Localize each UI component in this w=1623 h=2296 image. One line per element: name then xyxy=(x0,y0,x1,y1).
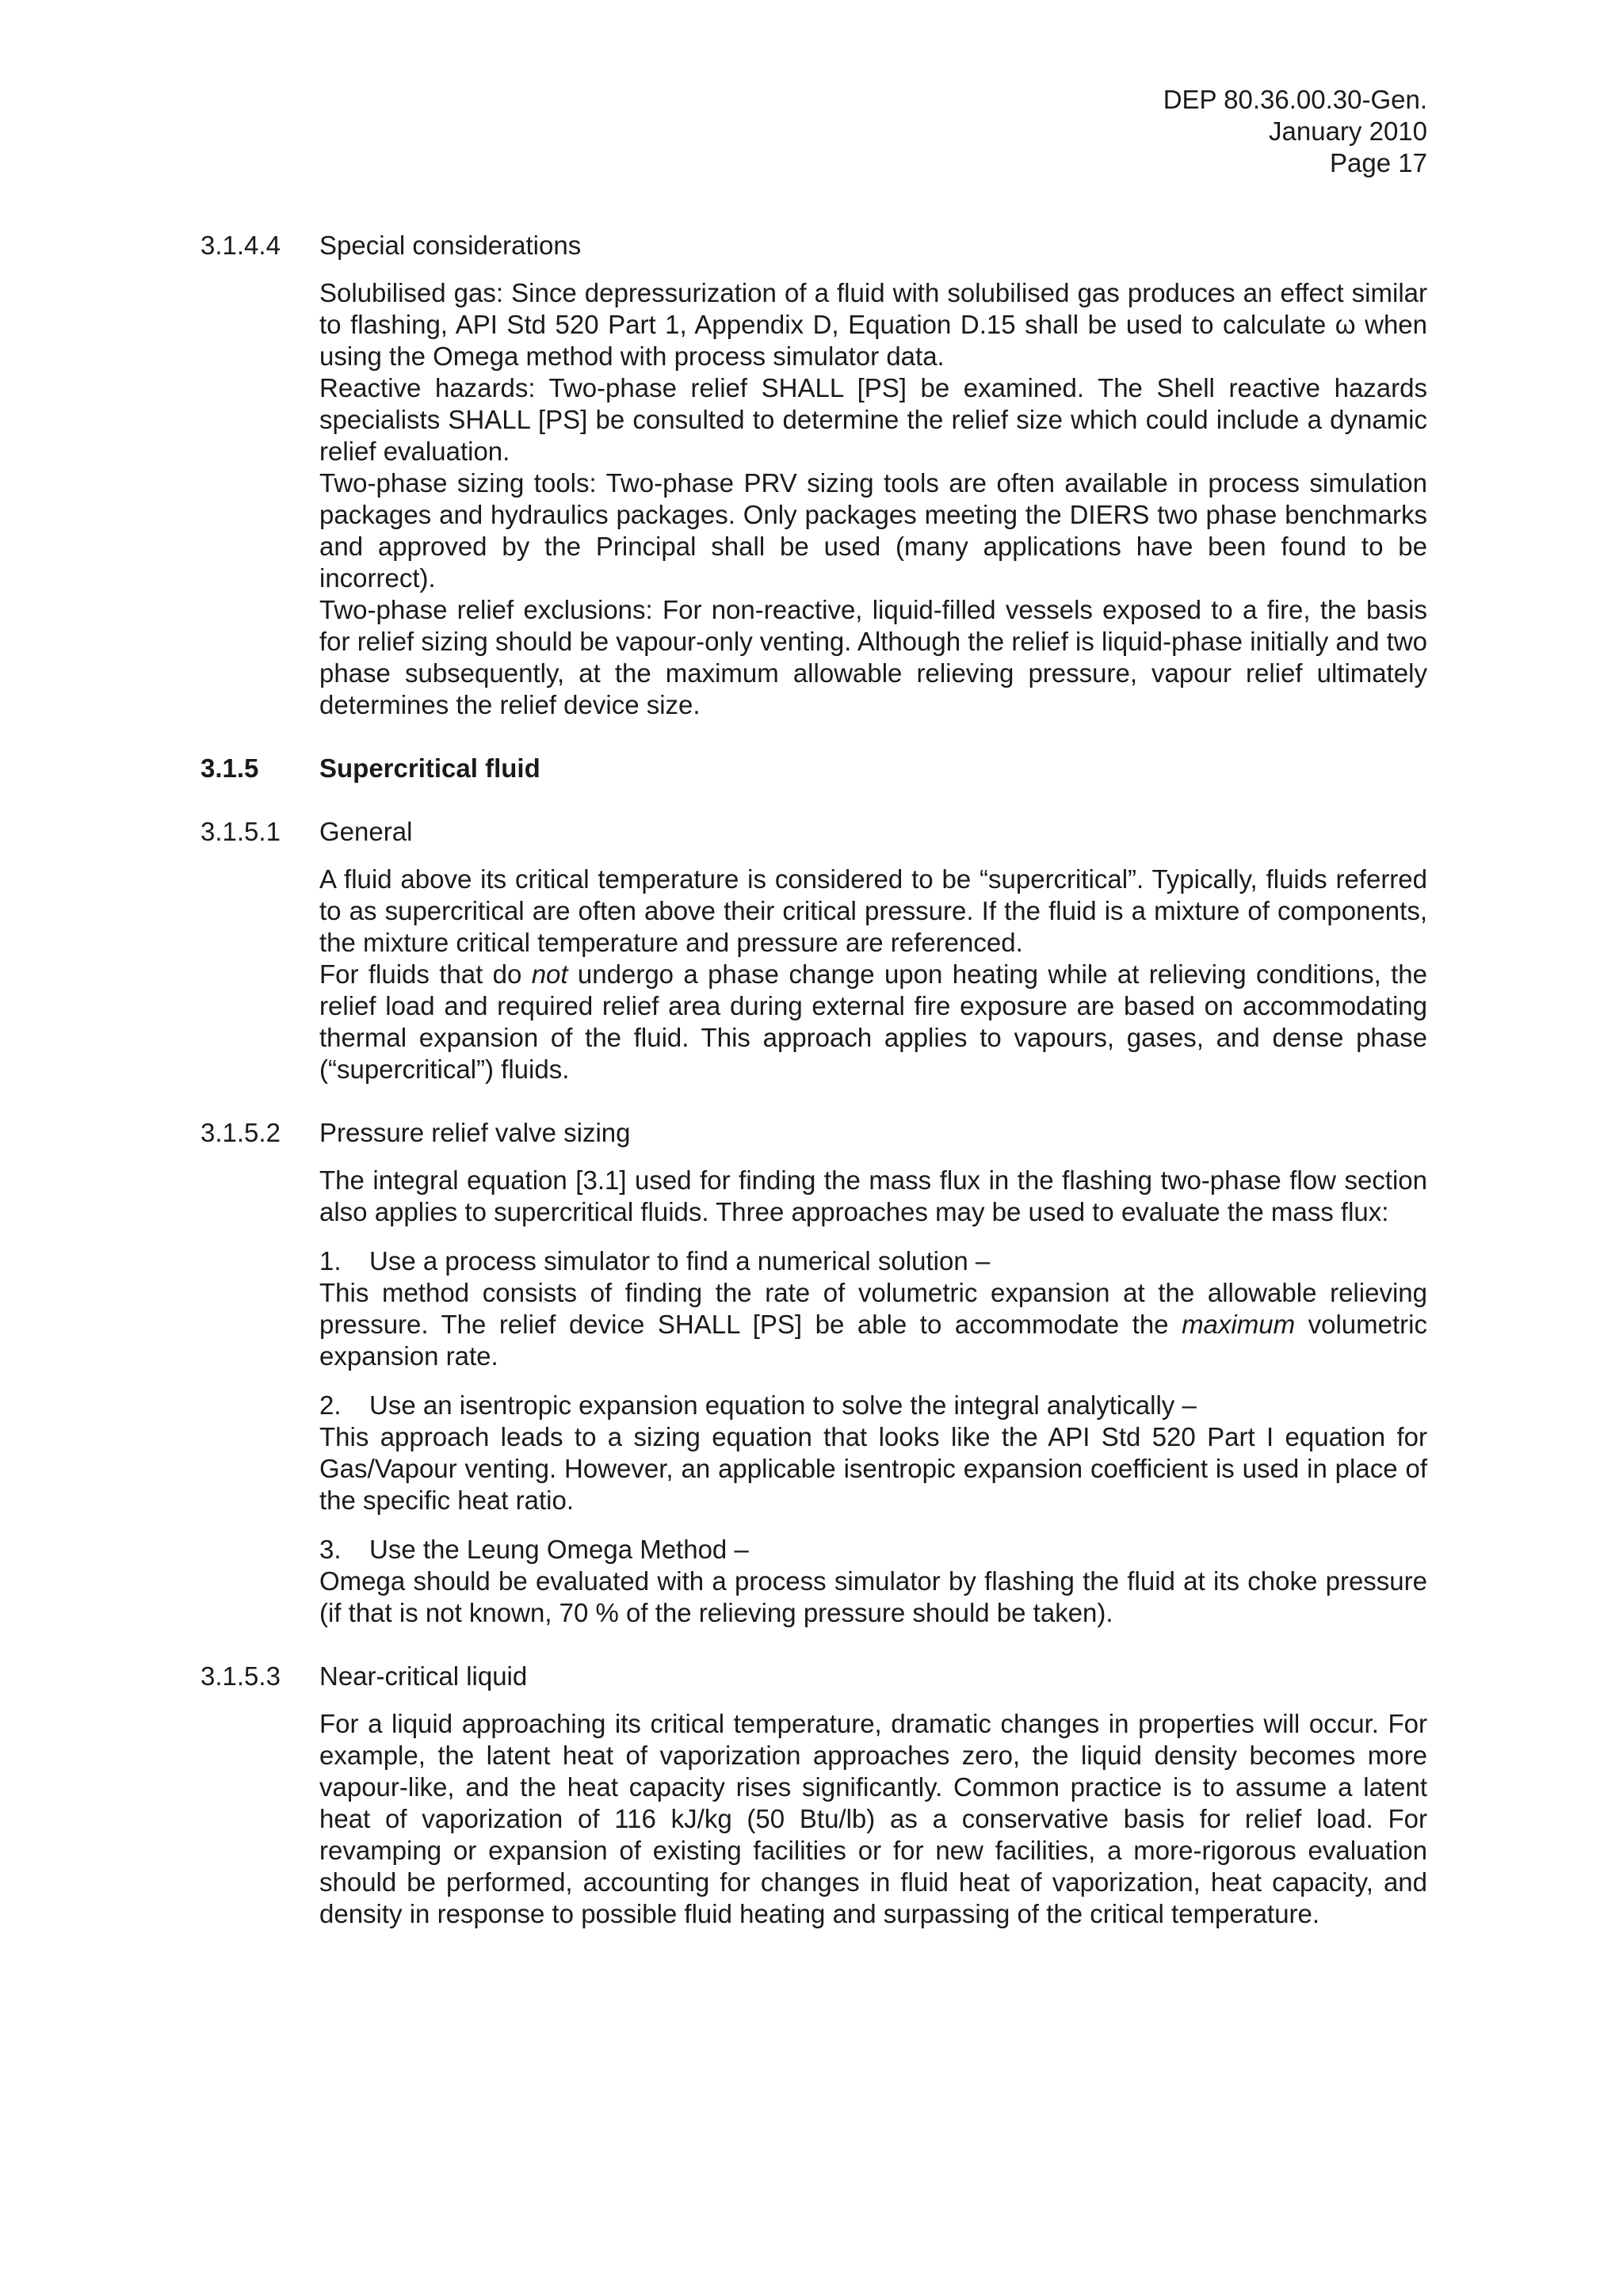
section-title: General xyxy=(319,817,413,846)
text-run: For fluids that do xyxy=(319,959,532,989)
section-heading-3-1-5-3 xyxy=(200,1661,1427,1692)
section-title: Special considerations xyxy=(319,231,582,260)
section-number: 3.1.5 xyxy=(200,753,259,783)
paragraph-reactive-hazards: Reactive hazards: Two-phase relief SHALL [PS] be examined. The Shell reactive hazards specialists SHALL [PS] be consulted to determine the relief size which could include a dynamic relief evaluation. xyxy=(319,373,1427,466)
section-number: 3.1.5.2 xyxy=(200,1118,281,1147)
paragraph-no-phase-change xyxy=(319,959,1427,1085)
section-number: 3.1.5.3 xyxy=(200,1661,281,1691)
section-title: Pressure relief valve sizing xyxy=(319,1118,631,1147)
list-item-1 xyxy=(319,1245,1427,1277)
paragraph-two-phase-relief-exclusions: Two-phase relief exclusions: For non-reactive, liquid-filled vessels exposed to a fire, the basis for relief sizing should be vapour-only venting. Although the relief is liquid-phase initially and two phase subsequently, at the maximum allowable relieving pressure, vapour relief ultimately determines the relief device size. xyxy=(319,595,1427,719)
text-run: volumetric expansion rate. xyxy=(319,1310,1427,1371)
list-number: 2. xyxy=(319,1390,342,1420)
paragraph-near-critical-liquid: For a liquid approaching its critical temperature, dramatic changes in properties will occur. For example, the latent heat of vaporization approaches zero, the liquid density becomes more vapour-like, and the heat capacity rises significantly. Common practice is to assume a latent heat of vaporization of 116 kJ/kg (50 Btu/lb) as a conservative basis for relief load. For revamping or expansion of existing facilities or for new facilities, a more-rigorous evaluation should be performed, accounting for changes in fluid heat of vaporization, heat capacity, and density in response to possible fluid heating and surpassing of the critical temperature. xyxy=(319,1709,1427,1928)
document-date: January 2010 xyxy=(1269,116,1427,146)
section-body-3-1-5-2 xyxy=(319,1165,1427,1629)
section-heading-3-1-5 xyxy=(200,753,1427,784)
section-number: 3.1.5.1 xyxy=(200,817,281,846)
page-number: Page 17 xyxy=(1330,148,1427,177)
list-number: 1. xyxy=(319,1246,342,1276)
list-item-text: Use the Leung Omega Method – xyxy=(369,1535,749,1564)
section-heading-3-1-5-2 xyxy=(200,1117,1427,1149)
section-heading-3-1-5-1 xyxy=(200,816,1427,848)
paragraph-solubilised-gas: Solubilised gas: Since depressurization of a fluid with solubilised gas produces an effect similar to flashing, API Std 520 Part 1, Appendix D, Equation D.15 shall be used to calculate ω when using the Omega method with process simulator data. xyxy=(319,278,1427,371)
section-number: 3.1.4.4 xyxy=(200,231,281,260)
list-item-2 xyxy=(319,1390,1427,1421)
paragraph-method-2-description: This approach leads to a sizing equation that looks like the API Std 520 Part I equation for Gas/Vapour venting. However, an applicable isentropic expansion coefficient is used in place of the specific heat ratio. xyxy=(319,1422,1427,1515)
document-id: DEP 80.36.00.30-Gen. xyxy=(1163,85,1427,114)
paragraph-integral-equation: The integral equation [3.1] used for finding the mass flux in the flashing two-phase flow section also applies to supercritical fluids. Three approaches may be used to evaluate the mass flux: xyxy=(319,1165,1427,1226)
document-body xyxy=(200,230,1427,1930)
paragraph-two-phase-sizing-tools: Two-phase sizing tools: Two-phase PRV sizing tools are often available in process simulation packages and hydraulics packages. Only packages meeting the DIERS two phase benchmarks and approved by the Principal shall be used (many applications have been found to be incorrect). xyxy=(319,468,1427,593)
text-run: This method consists of finding the rate of volumetric expansion at the allowable relieving pressure. The relief device SHALL [PS] be able to accommodate the xyxy=(319,1278,1427,1339)
paragraph-method-1-description xyxy=(319,1277,1427,1372)
section-heading-3-1-4-4 xyxy=(200,230,1427,261)
list-item-3 xyxy=(319,1534,1427,1566)
paragraph-supercritical-definition: A fluid above its critical temperature is considered to be “supercritical”. Typically, fluids referred to as supercritical are often above their critical pressure. If the fluid is a mixture of components, the mixture critical temperature and pressure are referenced. xyxy=(319,864,1427,957)
section-title: Supercritical fluid xyxy=(319,753,540,783)
emphasis-text: maximum xyxy=(1182,1310,1296,1339)
list-number: 3. xyxy=(319,1535,342,1564)
emphasis-text: not xyxy=(531,959,568,989)
section-body-3-1-4-4 xyxy=(319,277,1427,721)
section-title: Near-critical liquid xyxy=(319,1661,528,1691)
section-body-3-1-5-3 xyxy=(319,1708,1427,1930)
paragraph-method-3-description: Omega should be evaluated with a process simulator by flashing the fluid at its choke pressure (if that is not known, 70 % of the relieving pressure should be taken). xyxy=(319,1566,1427,1627)
list-item-text: Use a process simulator to find a numerical solution – xyxy=(369,1246,991,1276)
list-item-text: Use an isentropic expansion equation to solve the integral analytically – xyxy=(369,1390,1197,1420)
page-header xyxy=(1163,84,1427,179)
text-run: undergo a phase change upon heating while at relieving conditions, the relief load and required relief area during external fire exposure are based on accommodating thermal expansion of the fluid. This approach applies to vapours, gases, and dense phase (“supercritical”) fluids. xyxy=(319,959,1427,1084)
section-body-3-1-5-1 xyxy=(319,864,1427,1085)
